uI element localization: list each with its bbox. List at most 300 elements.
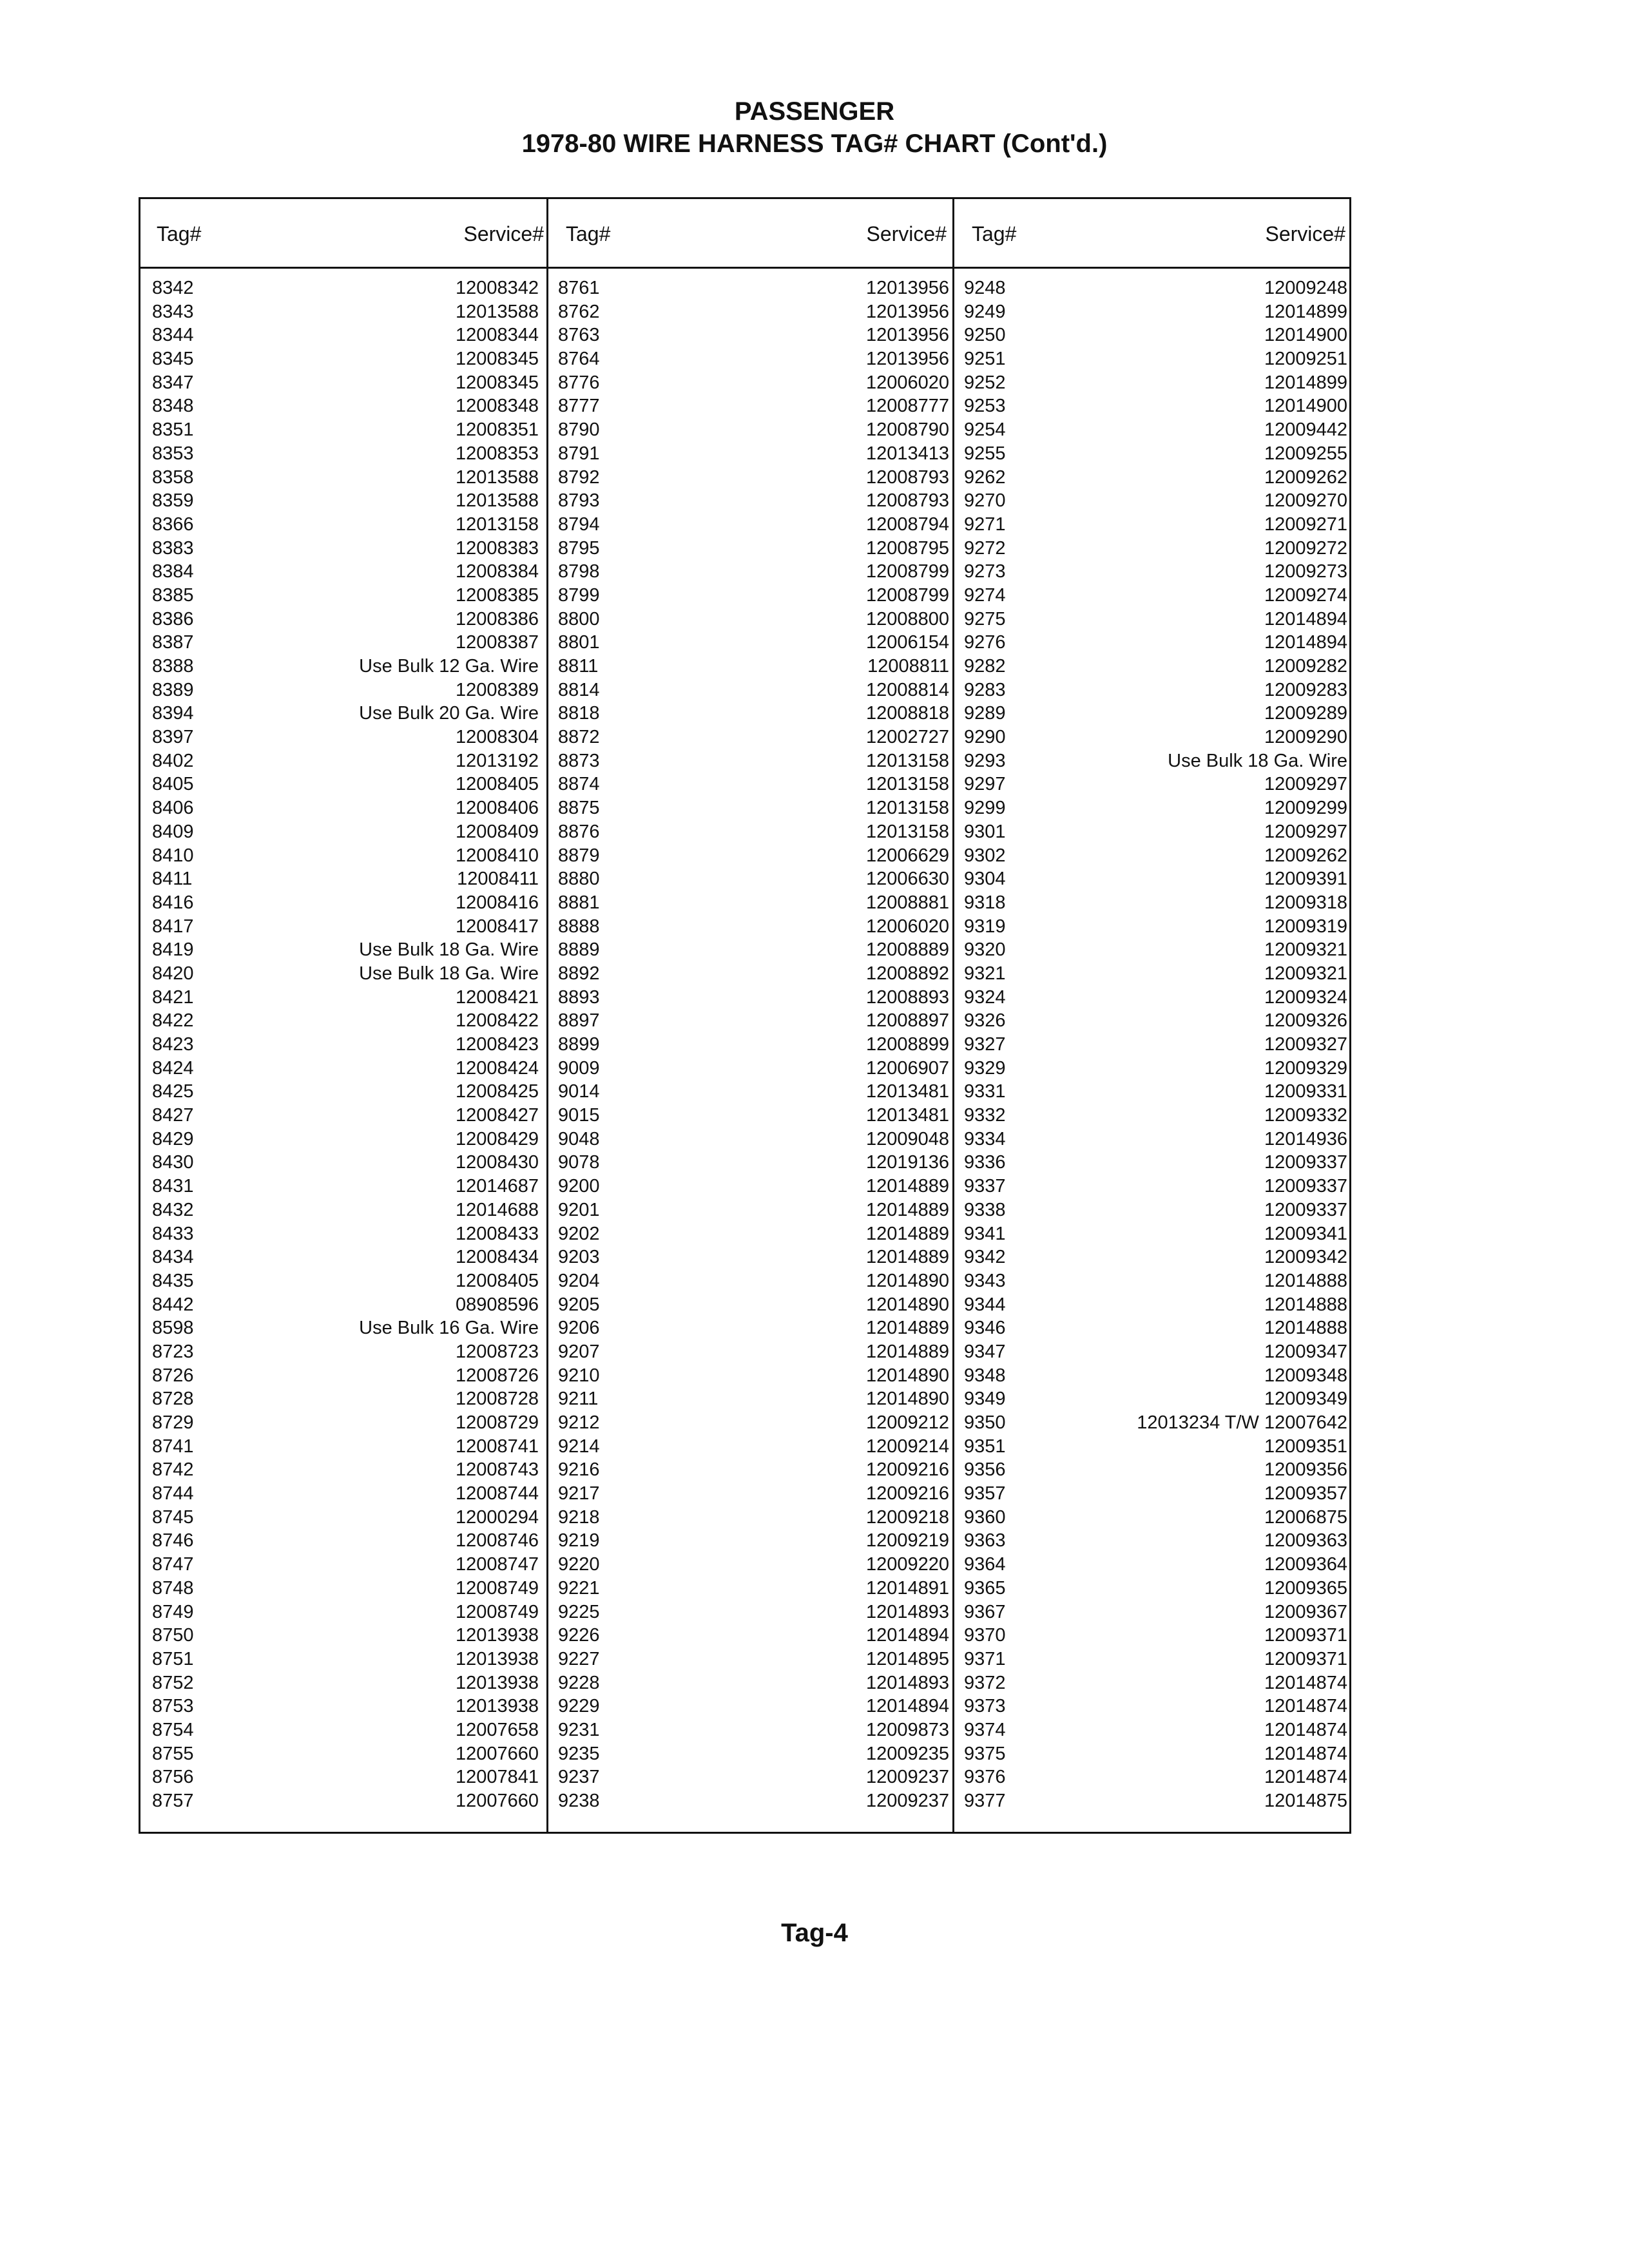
service-number: 12014890 xyxy=(865,1389,949,1410)
table-row xyxy=(152,962,539,986)
service-number: 12008406 xyxy=(455,798,539,819)
tag-number: 8748 xyxy=(152,1577,194,1599)
tag-number: 8389 xyxy=(152,679,194,700)
tag-number: 8394 xyxy=(152,703,194,724)
service-number: 12008353 xyxy=(455,443,539,464)
table-row xyxy=(964,1648,1347,1671)
table-row xyxy=(964,1340,1347,1364)
tag-number: 8347 xyxy=(152,372,194,393)
tag-number: 8750 xyxy=(152,1625,194,1646)
service-number: 12013956 xyxy=(865,278,949,298)
service-number: 12009272 xyxy=(1264,537,1347,559)
table-row xyxy=(152,1104,539,1128)
tag-number: 8417 xyxy=(152,916,194,937)
service-number: 12008383 xyxy=(455,537,539,559)
table-row xyxy=(964,938,1347,962)
table-row xyxy=(152,466,539,490)
table-row xyxy=(558,442,949,466)
tag-number: 9375 xyxy=(964,1743,1006,1764)
header-service-2: Service# xyxy=(866,222,947,245)
tag-number: 9201 xyxy=(558,1199,600,1220)
service-number: 12008747 xyxy=(455,1554,539,1575)
service-number: 12009319 xyxy=(1264,916,1347,937)
service-number: 12008799 xyxy=(865,584,949,606)
table-row xyxy=(964,678,1347,702)
service-number: 12008749 xyxy=(455,1577,539,1599)
service-number: 12008411 xyxy=(457,869,539,890)
service-number: 12014893 xyxy=(865,1601,949,1622)
service-number: 12013956 xyxy=(865,325,949,346)
table-row xyxy=(152,891,539,915)
service-number: 12013158 xyxy=(865,750,949,771)
tag-number: 9346 xyxy=(964,1318,1006,1339)
table-row xyxy=(558,1695,949,1718)
service-number: 12009347 xyxy=(1264,1341,1347,1362)
service-number: 12008777 xyxy=(865,396,949,417)
service-number: 12009251 xyxy=(1264,349,1347,370)
tag-number: 8876 xyxy=(558,821,600,842)
table-row xyxy=(558,938,949,962)
tag-number: 8880 xyxy=(558,869,600,890)
table-row xyxy=(152,1506,539,1530)
service-number: 12008410 xyxy=(455,845,539,866)
tag-number: 8814 xyxy=(558,679,600,700)
tag-number: 8799 xyxy=(558,584,600,606)
header-tag-1: Tag# xyxy=(157,222,202,245)
tag-number: 9341 xyxy=(964,1223,1006,1244)
table-row xyxy=(964,1577,1347,1600)
table-row xyxy=(964,1600,1347,1624)
service-number: 12008743 xyxy=(455,1459,539,1481)
service-number: 12000294 xyxy=(455,1506,539,1528)
service-number: 12008417 xyxy=(455,916,539,937)
tag-number: 8792 xyxy=(558,466,600,488)
tag-number: 8435 xyxy=(152,1270,194,1291)
tag-number: 8875 xyxy=(558,798,600,819)
service-number: 12009341 xyxy=(1264,1223,1347,1244)
table-row xyxy=(152,796,539,820)
service-number: 12008881 xyxy=(865,892,949,913)
table-row xyxy=(152,1458,539,1482)
service-number: 12008728 xyxy=(455,1389,539,1410)
tag-number: 9363 xyxy=(964,1530,1006,1552)
service-number: 12008345 xyxy=(455,372,539,393)
service-number: 12009299 xyxy=(1264,798,1347,819)
service-number: 12008818 xyxy=(865,703,949,724)
column-group-3 xyxy=(964,276,1347,1813)
tag-number: 8384 xyxy=(152,561,194,582)
table-row xyxy=(152,702,539,726)
tag-number: 8351 xyxy=(152,419,194,441)
tag-number: 8897 xyxy=(558,1010,600,1032)
table-row xyxy=(964,1482,1347,1506)
table-row xyxy=(964,1529,1347,1553)
tag-number: 8800 xyxy=(558,608,600,629)
table-row xyxy=(964,584,1347,608)
table-row xyxy=(964,1316,1347,1340)
tag-number: 8892 xyxy=(558,963,600,984)
table-row xyxy=(152,1222,539,1246)
service-number: 12009371 xyxy=(1264,1625,1347,1646)
service-number: 12008811 xyxy=(867,656,949,677)
table-row xyxy=(964,1128,1347,1151)
tag-number: 9351 xyxy=(964,1436,1006,1457)
service-number: Use Bulk 18 Ga. Wire xyxy=(359,939,539,961)
service-number: 12009364 xyxy=(1264,1554,1347,1575)
service-number: 12006020 xyxy=(865,372,949,393)
tag-number: 9331 xyxy=(964,1081,1006,1102)
service-number: 12009218 xyxy=(865,1506,949,1528)
tag-number: 8754 xyxy=(152,1719,194,1740)
table-row xyxy=(152,773,539,796)
tag-number: 8423 xyxy=(152,1034,194,1055)
tag-number: 9289 xyxy=(964,703,1006,724)
table-row xyxy=(558,1340,949,1364)
tag-number: 9205 xyxy=(558,1294,600,1315)
service-number: 12009214 xyxy=(865,1436,949,1457)
service-number: 12009337 xyxy=(1264,1176,1347,1197)
tag-number: 9212 xyxy=(558,1412,600,1433)
tag-number: 9334 xyxy=(964,1128,1006,1149)
table-row xyxy=(964,726,1347,749)
table-row xyxy=(964,1695,1347,1718)
service-number: 12009216 xyxy=(865,1483,949,1504)
service-number: 08908596 xyxy=(455,1294,539,1315)
tag-number: 9015 xyxy=(558,1105,600,1126)
tag-number: 9342 xyxy=(964,1247,1006,1268)
service-number: 12008741 xyxy=(455,1436,539,1457)
service-number: 12014888 xyxy=(1264,1294,1347,1315)
table-row xyxy=(152,442,539,466)
service-number: 12014890 xyxy=(865,1270,949,1291)
service-number: 12013588 xyxy=(455,490,539,512)
tag-number: 9299 xyxy=(964,798,1006,819)
service-number: 12009327 xyxy=(1264,1034,1347,1055)
tag-number: 9338 xyxy=(964,1199,1006,1220)
tag-number: 9210 xyxy=(558,1365,600,1386)
tag-number: 9009 xyxy=(558,1057,600,1079)
table-row xyxy=(558,1080,949,1104)
table-row xyxy=(964,560,1347,584)
table-row xyxy=(964,489,1347,513)
service-number: 12009318 xyxy=(1264,892,1347,913)
tag-number: 8756 xyxy=(152,1767,194,1788)
tag-number: 8411 xyxy=(152,869,193,890)
table-row xyxy=(152,1742,539,1766)
tag-number: 9337 xyxy=(964,1176,1006,1197)
table-row xyxy=(558,1057,949,1081)
tag-number: 8741 xyxy=(152,1436,194,1457)
service-number: 12014874 xyxy=(1264,1743,1347,1764)
table-row xyxy=(558,1316,949,1340)
table-row xyxy=(152,1128,539,1151)
table-row xyxy=(152,371,539,395)
table-row xyxy=(964,442,1347,466)
service-number: 12009363 xyxy=(1264,1530,1347,1552)
tag-number: 9078 xyxy=(558,1152,600,1173)
table-row xyxy=(964,1009,1347,1033)
table-row xyxy=(558,608,949,631)
service-number: 12009391 xyxy=(1264,869,1347,890)
service-number: 12008795 xyxy=(865,537,949,559)
tag-number: 9226 xyxy=(558,1625,600,1646)
table-row xyxy=(558,560,949,584)
tag-number: 8723 xyxy=(152,1341,194,1362)
table-row xyxy=(964,418,1347,442)
table-header-row xyxy=(140,199,1349,269)
service-number: 12006020 xyxy=(865,916,949,937)
table-row xyxy=(152,1482,539,1506)
table-row xyxy=(558,584,949,608)
table-row xyxy=(964,702,1347,726)
service-number: 12009365 xyxy=(1264,1577,1347,1599)
table-row xyxy=(558,655,949,678)
table-row xyxy=(152,655,539,678)
tag-number: 9220 xyxy=(558,1554,600,1575)
tag-number: 9347 xyxy=(964,1341,1006,1362)
service-number: 12009873 xyxy=(865,1719,949,1740)
table-row xyxy=(558,347,949,371)
tag-number: 9272 xyxy=(964,537,1006,559)
tag-number: 9227 xyxy=(558,1648,600,1669)
tag-number: 8410 xyxy=(152,845,194,866)
table-row xyxy=(152,1245,539,1269)
table-row xyxy=(558,1553,949,1577)
table-row xyxy=(558,513,949,537)
tag-number: 9276 xyxy=(964,632,1006,653)
table-row xyxy=(964,608,1347,631)
tag-number: 8434 xyxy=(152,1247,194,1268)
table-row xyxy=(558,1364,949,1388)
tag-number: 8402 xyxy=(152,750,194,771)
tag-number: 8728 xyxy=(152,1389,194,1410)
tag-number: 8801 xyxy=(558,632,600,653)
table-row xyxy=(558,1269,949,1293)
tag-number: 9329 xyxy=(964,1057,1006,1079)
service-number: 12014936 xyxy=(1264,1128,1347,1149)
service-number: 12008409 xyxy=(455,821,539,842)
tag-number: 9293 xyxy=(964,750,1006,771)
table-row xyxy=(152,394,539,418)
service-number: 12009262 xyxy=(1264,845,1347,866)
service-number: 12009367 xyxy=(1264,1601,1347,1622)
tag-number: 8416 xyxy=(152,892,194,913)
table-row xyxy=(558,1411,949,1435)
service-number: 12008384 xyxy=(455,561,539,582)
service-number: 12008422 xyxy=(455,1010,539,1032)
service-number: Use Bulk 20 Ga. Wire xyxy=(359,703,539,724)
table-row xyxy=(558,1789,949,1813)
tag-number: 9207 xyxy=(558,1341,600,1362)
table-row xyxy=(558,300,949,324)
tag-number: 9271 xyxy=(964,514,1006,535)
table-row xyxy=(152,1293,539,1317)
table-row xyxy=(558,1033,949,1057)
service-number: Use Bulk 18 Ga. Wire xyxy=(359,963,539,984)
table-row xyxy=(152,1529,539,1553)
tag-number: 9297 xyxy=(964,774,1006,795)
service-number: 12014899 xyxy=(1264,301,1347,322)
table-row xyxy=(558,915,949,939)
tag-number: 8794 xyxy=(558,514,600,535)
table-row xyxy=(558,796,949,820)
tag-number: 9235 xyxy=(558,1743,600,1764)
tag-number: 8747 xyxy=(152,1554,194,1575)
tag-number: 8405 xyxy=(152,774,194,795)
service-number: 12009248 xyxy=(1264,278,1347,298)
tag-number: 8726 xyxy=(152,1365,194,1386)
tag-number: 8746 xyxy=(152,1530,194,1552)
service-number: 12008892 xyxy=(865,963,949,984)
service-number: 12008345 xyxy=(455,349,539,370)
service-number: 12008385 xyxy=(455,584,539,606)
service-number: 12009331 xyxy=(1264,1081,1347,1102)
table-row xyxy=(152,1057,539,1081)
service-number: 12009297 xyxy=(1264,821,1347,842)
tag-number: 9324 xyxy=(964,986,1006,1008)
tag-number: 9302 xyxy=(964,845,1006,866)
table-row xyxy=(558,1482,949,1506)
table-row xyxy=(558,323,949,347)
service-number: 12019136 xyxy=(865,1152,949,1173)
service-number: 12008304 xyxy=(455,727,539,748)
service-number: 12013938 xyxy=(455,1696,539,1717)
column-group-1 xyxy=(152,276,539,1813)
tag-number: 8358 xyxy=(152,466,194,488)
service-number: 12008423 xyxy=(455,1034,539,1055)
table-row xyxy=(558,537,949,561)
tag-number: 9250 xyxy=(964,325,1006,346)
tag-number: 9203 xyxy=(558,1247,600,1268)
table-row xyxy=(152,1080,539,1104)
table-row xyxy=(964,1742,1347,1766)
tag-number: 9326 xyxy=(964,1010,1006,1032)
tag-number: 9216 xyxy=(558,1459,600,1481)
service-number: 12014889 xyxy=(865,1223,949,1244)
service-number: 12008389 xyxy=(455,679,539,700)
table-row xyxy=(558,1245,949,1269)
table-row xyxy=(558,394,949,418)
table-row xyxy=(964,1222,1347,1246)
table-row xyxy=(964,1624,1347,1648)
tag-number: 8342 xyxy=(152,278,194,298)
tag-number: 9238 xyxy=(558,1791,600,1811)
tag-number: 8345 xyxy=(152,349,194,370)
tag-number: 8442 xyxy=(152,1294,194,1315)
tag-number: 9217 xyxy=(558,1483,600,1504)
table-row xyxy=(964,300,1347,324)
table-row xyxy=(152,938,539,962)
service-number: 12007660 xyxy=(455,1743,539,1764)
service-number: 12009237 xyxy=(865,1767,949,1788)
table-row xyxy=(558,1198,949,1222)
table-row xyxy=(558,1222,949,1246)
service-number: 12014874 xyxy=(1264,1767,1347,1788)
table-row xyxy=(964,1104,1347,1128)
tag-number: 9200 xyxy=(558,1176,600,1197)
service-number: 12008405 xyxy=(455,1270,539,1291)
table-row xyxy=(152,323,539,347)
tag-number: 9014 xyxy=(558,1081,600,1102)
table-row xyxy=(558,418,949,442)
service-number: 12008794 xyxy=(865,514,949,535)
service-number: 12013938 xyxy=(455,1625,539,1646)
table-row xyxy=(152,608,539,631)
tag-number: 8388 xyxy=(152,656,194,677)
service-number: 12014889 xyxy=(865,1199,949,1220)
table-row xyxy=(964,1364,1347,1388)
table-row xyxy=(152,1175,539,1198)
table-row xyxy=(964,1765,1347,1789)
service-number: 12006630 xyxy=(865,869,949,890)
tag-number: 9372 xyxy=(964,1672,1006,1693)
service-number: Use Bulk 16 Ga. Wire xyxy=(359,1318,539,1339)
service-number: 12008427 xyxy=(455,1105,539,1126)
tag-number: 8755 xyxy=(152,1743,194,1764)
tag-number: 8742 xyxy=(152,1459,194,1481)
service-number: 12009326 xyxy=(1264,1010,1347,1032)
table-row xyxy=(152,513,539,537)
service-number: 12009442 xyxy=(1264,419,1347,441)
table-row xyxy=(964,867,1347,891)
table-row xyxy=(558,1387,949,1411)
service-number: 12008800 xyxy=(865,608,949,629)
table-row xyxy=(152,1553,539,1577)
service-number: 12014899 xyxy=(1264,372,1347,393)
table-row xyxy=(152,1009,539,1033)
column-divider-1 xyxy=(546,199,548,1832)
service-number: 12007841 xyxy=(455,1767,539,1788)
table-row xyxy=(964,1057,1347,1081)
table-row xyxy=(964,513,1347,537)
table-row xyxy=(558,749,949,773)
service-number: 12009332 xyxy=(1264,1105,1347,1126)
table-row xyxy=(558,1293,949,1317)
table-row xyxy=(558,1671,949,1695)
tag-number: 8397 xyxy=(152,727,194,748)
table-row xyxy=(964,1175,1347,1198)
tag-number: 9204 xyxy=(558,1270,600,1291)
tag-number: 9252 xyxy=(964,372,1006,393)
table-row xyxy=(558,1104,949,1128)
tag-number: 8383 xyxy=(152,537,194,559)
table-row xyxy=(558,986,949,1010)
tag-number: 8353 xyxy=(152,443,194,464)
table-row xyxy=(964,1269,1347,1293)
tag-number: 8811 xyxy=(558,656,599,677)
tag-number: 8889 xyxy=(558,939,600,961)
table-row xyxy=(964,1789,1347,1813)
tag-number: 8749 xyxy=(152,1601,194,1622)
service-number: 12008793 xyxy=(865,490,949,512)
table-row xyxy=(558,1577,949,1600)
header-tag-3: Tag# xyxy=(972,222,1017,245)
table-row xyxy=(964,323,1347,347)
tag-number: 9202 xyxy=(558,1223,600,1244)
tag-number: 9228 xyxy=(558,1672,600,1693)
table-row xyxy=(152,300,539,324)
service-number: 12013956 xyxy=(865,349,949,370)
service-number: 12013158 xyxy=(865,774,949,795)
service-number: 12009282 xyxy=(1264,656,1347,677)
column-group-2 xyxy=(558,276,949,1813)
table-row xyxy=(558,1742,949,1766)
tag-number: 8425 xyxy=(152,1081,194,1102)
table-row xyxy=(152,584,539,608)
service-number: 12009237 xyxy=(865,1791,949,1811)
tag-number: 9367 xyxy=(964,1601,1006,1622)
tag-number: 8419 xyxy=(152,939,194,961)
